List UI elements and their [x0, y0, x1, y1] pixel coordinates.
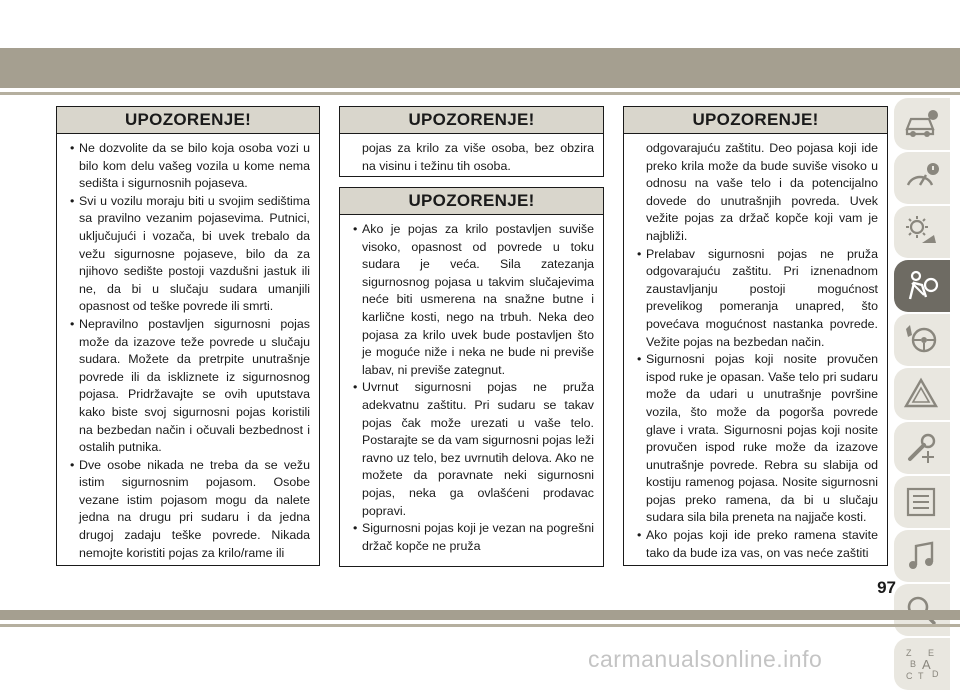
warning-list [57, 134, 319, 562]
header-rule [0, 92, 960, 95]
list-item: • Svi u vozilu moraju biti u svojim sedištima sa pravilno vezanim pojasevima. Putnici, uključujući i vozača, bi uvek trebalo da vežu sigurnosne pojaseve, bilo da za njihovo sedište postoji vazdušni jastuk ili ne, da bi u slučaju sudara umanjili opasnost od teške povrede ili smrti. [66, 193, 310, 316]
tab-maintenance[interactable] [894, 422, 950, 474]
car-info-icon [902, 105, 940, 143]
footer-band [0, 610, 960, 620]
tab-safety[interactable] [894, 260, 950, 312]
footer-rule [0, 624, 960, 627]
warning-heading: UPOZORENJE! [624, 107, 887, 134]
list-item: • Nepravilno postavljen sigurnosni pojas može da izazove teže povrede u slučaju sudara. Možete da pretrpite unutrašnje povrede ili da iskliznete iz sigurnosnog pojasa. Pridržavajte se ovih uputstava kako biste svoj sigurnosni pojas koristili na bezbedan način i očuvali bezbednost i ostalih putnika. [66, 316, 310, 457]
list-item: • Uvrnut sigurnosni pojas ne pruža adekvatnu zaštitu. Pri sudaru se takav pojas čak može urezati u vaše telo. Postarajte se da vam sigurnosni pojas leži ravno uz telo, bez uvrnutih delova. Ako ne možete da poravnate neki sigurnosni pojas, neka ga ovlašćeni prodavac popravi. [349, 379, 594, 520]
warning-box-1 [56, 106, 320, 566]
tab-driving[interactable] [894, 314, 950, 366]
index-letters-icon [902, 645, 940, 683]
driving-steering-icon [902, 321, 940, 359]
tab-index[interactable] [894, 638, 950, 690]
watermark-text: carmanualsonline.info [588, 646, 823, 672]
list-item: • Ne dozvolite da se bilo koja osoba vozi u bilo kom delu vašeg vozila u kome nema sedišta i sigurnosnih pojaseva. [66, 140, 310, 193]
tab-multimedia[interactable] [894, 530, 950, 582]
tab-specifications[interactable] [894, 476, 950, 528]
list-item: • Sigurnosni pojas koji nosite provučen ispod ruke je opasan. Vaše telo pri sudaru može da udari u unutrašnje površine vozila, što može da pogorša povrede glave i vrata. Sigurnosni pojas koji nosite provučen ispod ruke može da izazove unutrašnje povrede. Rebra su slabija od kostiju ramenog pojasa. Nosite sigurnosni pojas preko ramena, da bi u slučaju sudara sila bila preneta na najjače kosti. [633, 351, 878, 527]
specifications-list-icon [902, 483, 940, 521]
warning-list [624, 134, 887, 562]
list-item: • Sigurnosni pojas koji je vezan na pogrešni držač kopče ne pruža [349, 520, 594, 555]
list-item: • Prelabav sigurnosni pojas ne pruža odgovarajuću zaštitu. Pri iznenadnom zaustavljanju postoji mogućnost prevelikog pomeranja unapred, što povećava mogućnost nastanka povrede. Vežite pojas na bezbedan način. [633, 246, 878, 352]
warning-heading: UPOZORENJE! [340, 188, 603, 215]
svg-text:A: A [922, 657, 931, 672]
tab-dashboard[interactable] [894, 152, 950, 204]
header-band [0, 48, 960, 88]
list-item: • Ako je pojas za krilo postavljen suviše visoko, opasnost od povrede u toku sudara je veća. Sila zatezanja sigurnosnog pojasa u takvim slučajevima neće biti usmerena na snažne butne i karlične kosti, nego na trbuh. Neka deo pojasa za krilo uvek bude postavljen što je moguće niže i neka ne bude ni previše labav, ni previše zategnut. [349, 221, 594, 379]
list-item: • Dve osobe nikada ne treba da se vežu istim sigurnosnim pojasom. Osobe vezane istim pojasom mogu da nalete jedna na drugu pri sudaru i da jedna drugoj zadaju teške povrede. Nikada nemojte koristiti pojas za krilo/rame ili [66, 457, 310, 563]
safety-airbag-icon [902, 267, 940, 305]
warning-heading: UPOZORENJE! [57, 107, 319, 134]
warning-list [340, 215, 603, 555]
svg-text:T: T [918, 671, 924, 681]
svg-text:E: E [928, 648, 935, 658]
warning-list [340, 134, 603, 175]
dashboard-warning-icon [902, 159, 940, 197]
warning-heading: UPOZORENJE! [340, 107, 603, 134]
list-item-continuation: pojas za krilo za više osoba, bez obzira na visinu i težinu tih osoba. [362, 141, 594, 173]
list-item-continuation: odgovarajuću zaštitu. Deo pojasa koji ide preko krila može da bude suviše visoko u odnosu na vaše telo i da potencijalno dovede do unutrašnjih povreda. Uvek vežite pojas za držač kopče koji vam je najbliži. [646, 141, 878, 243]
page-number: 97 [877, 578, 896, 597]
warning-box-3 [339, 187, 604, 567]
tab-controls[interactable] [894, 206, 950, 258]
warning-box-3-continued [623, 106, 888, 566]
maintenance-wrench-icon [902, 429, 940, 467]
list-item: • Ako pojas koji ide preko ramena stavite tako da bude iza vas, on vas neće zaštiti [633, 527, 878, 562]
svg-text:D: D [932, 669, 939, 679]
tab-car-info[interactable] [894, 98, 950, 150]
svg-text:Z: Z [906, 648, 912, 658]
emergency-triangle-icon [902, 375, 940, 413]
tab-emergency[interactable] [894, 368, 950, 420]
svg-text:C: C [906, 671, 913, 681]
controls-light-icon [902, 213, 940, 251]
multimedia-music-icon [902, 537, 940, 575]
warning-box-2-continued [339, 106, 604, 177]
svg-text:B: B [910, 659, 917, 669]
